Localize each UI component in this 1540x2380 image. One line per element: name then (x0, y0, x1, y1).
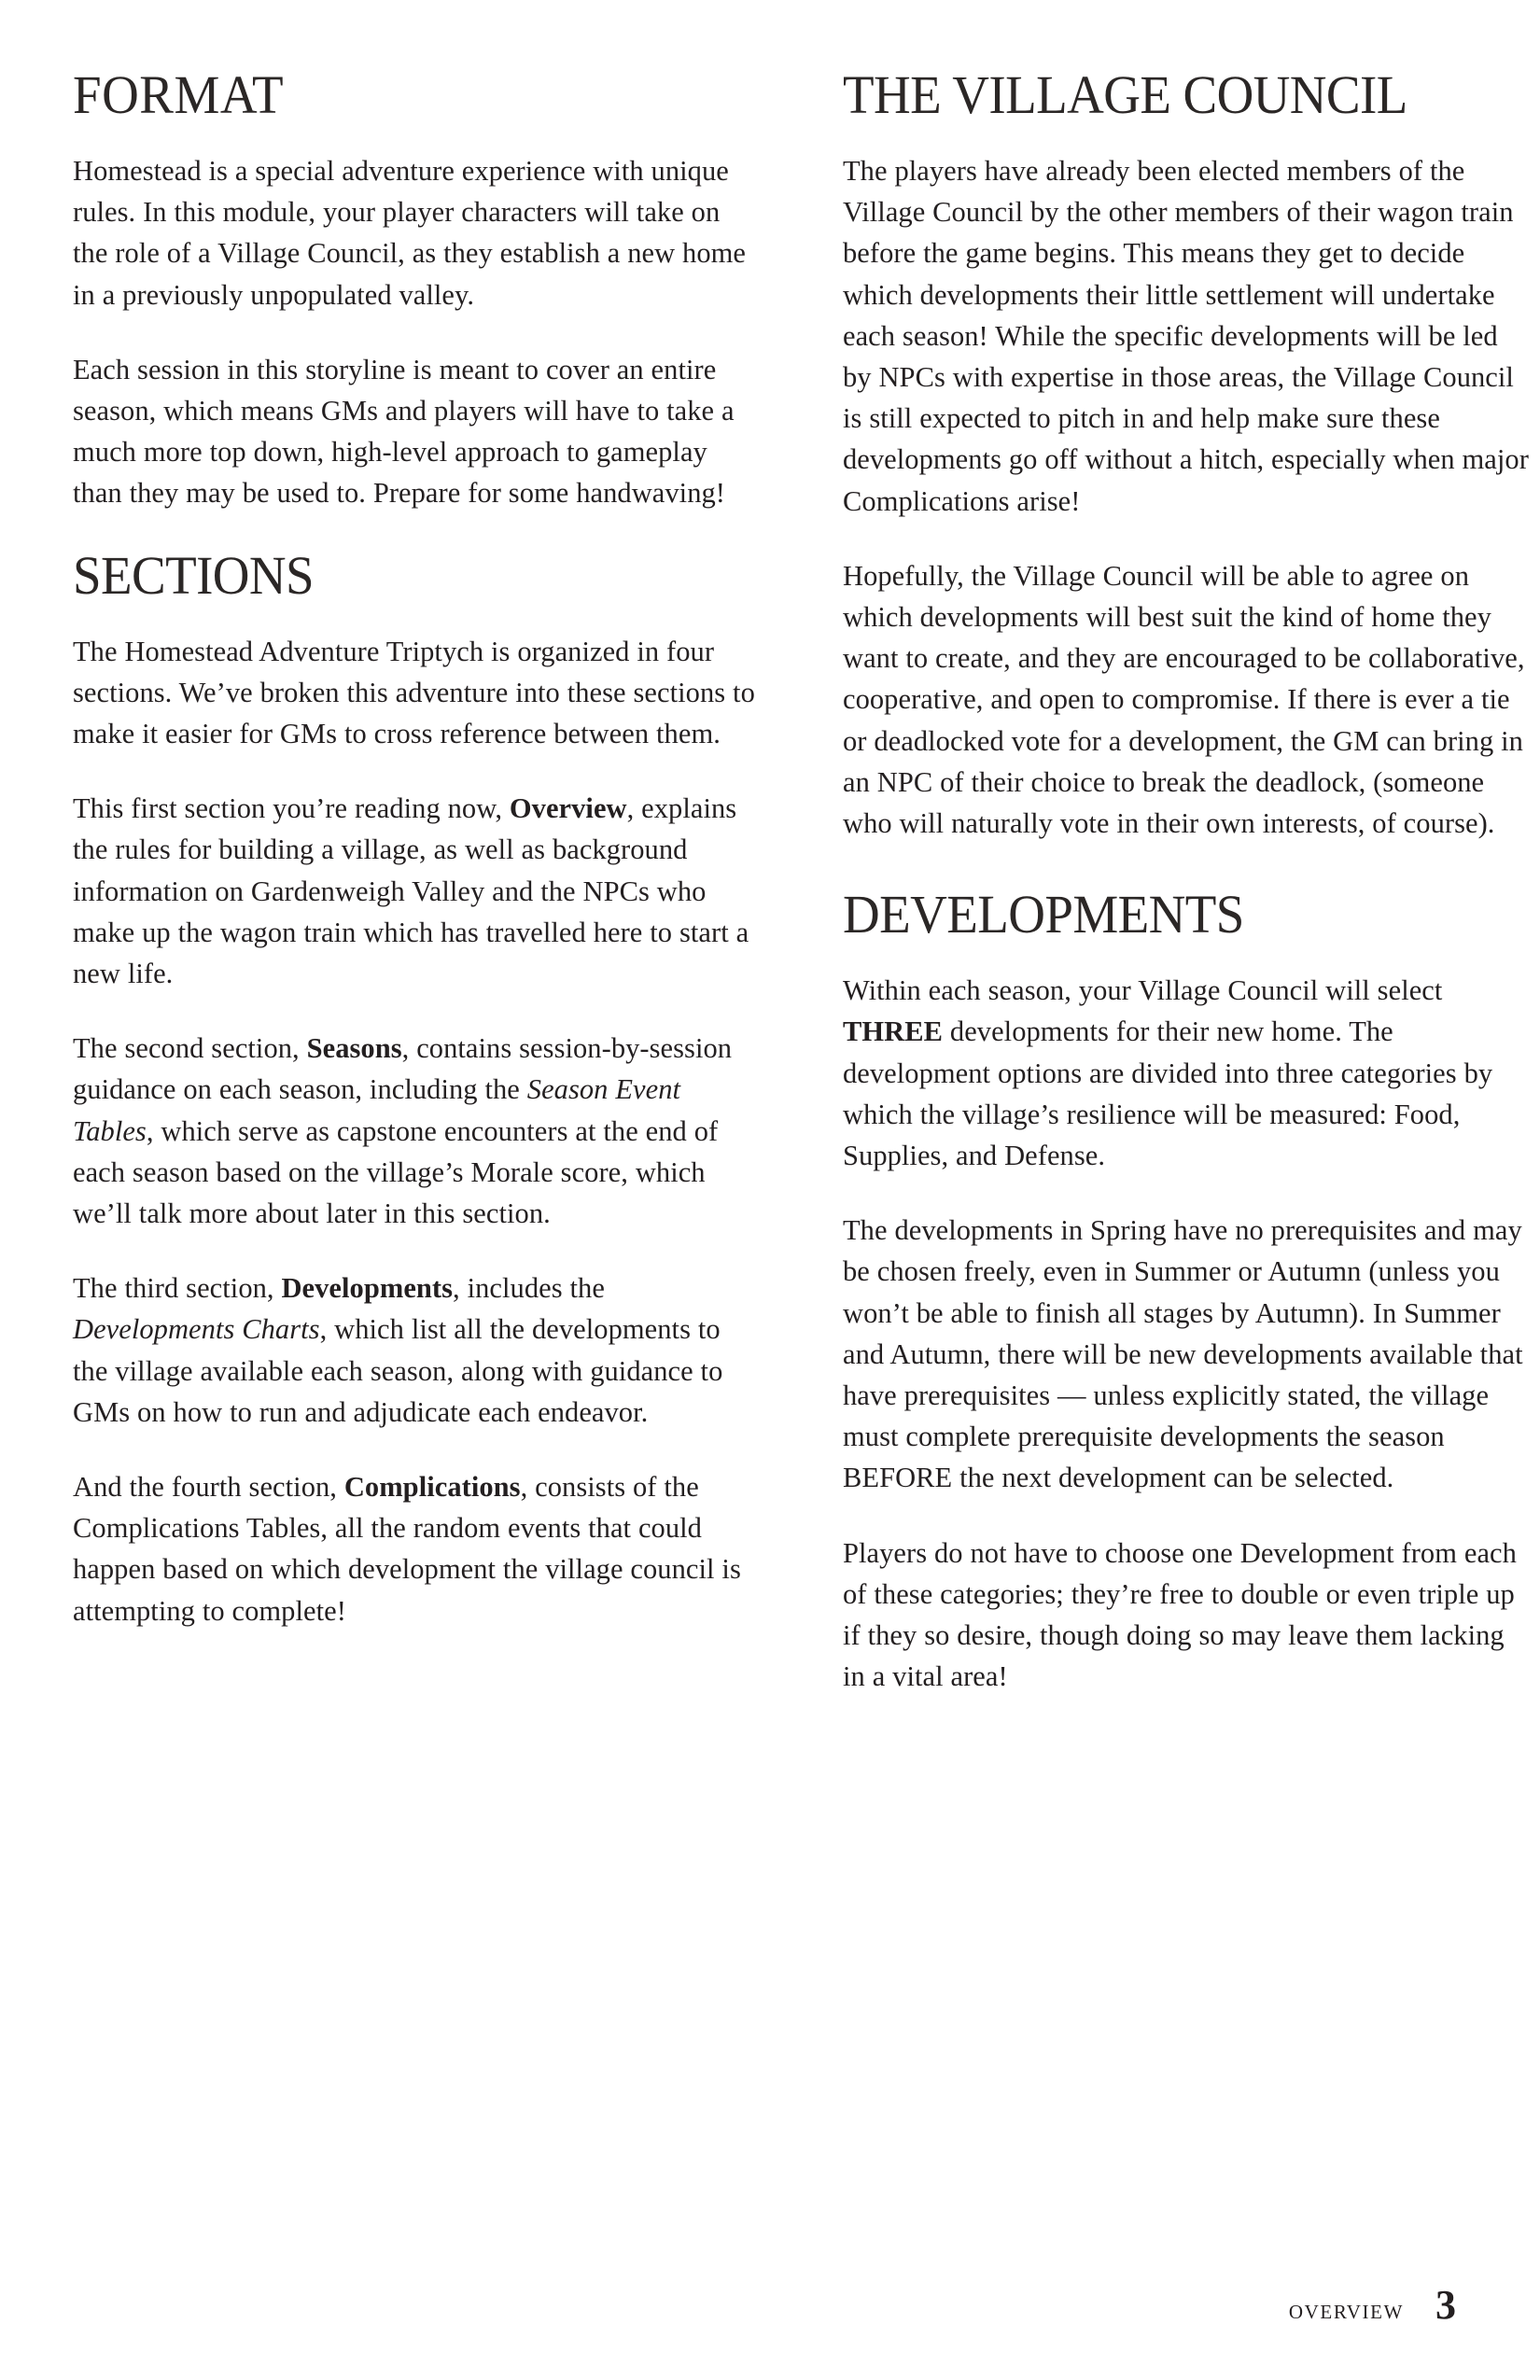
paragraph-format-2: Each session in this storyline is meant to cover an entire season, which means GMs and players will have to take a much more top down, high-level approach to gameplay than they may be used to. Prepare for some handwaving! (73, 353, 735, 510)
paragraph-format-1: Homestead is a special adventure experience with unique rules. In this module, your player characters will take on the role of a Village Council, as they establish a new home in a previously unpopulated valley. (73, 155, 747, 311)
paragraph-category-choice: Players do not have to choose one Development from each of these categories; they’re free to double or even triple up if they so desire, though doing so may leave them lacking in a vital area! (843, 1536, 1517, 1693)
two-column-layout (73, 63, 1529, 2205)
developments-mid: , includes the (453, 1272, 605, 1305)
seasons-mid: , contains session-by-session guidance on each season, including the (73, 1032, 733, 1106)
left-column (73, 63, 759, 1631)
paragraph-complications-section (73, 1466, 759, 1631)
paragraph-prerequisites: The developments in Spring have no prerequisites and may be chosen freely, even in Summer or Autumn (unless you won’t be able to finish all stages by Autumn). In Summer and Autumn, there will be new developments available that have prerequisites — unless explicitly stated, the village must complete prerequisite developments the season BEFORE the next development can be selected. (843, 1214, 1523, 1494)
overview-lead: This first section you’re reading now, (73, 792, 510, 825)
overview-tail: , explains the rules for building a village, as well as background information on Gardenweigh Valley and the NPCs who make up the wagon train which has travelled here to start a new life. (73, 792, 749, 990)
heading-developments: DEVELOPMENTS (843, 884, 1244, 945)
complications-bold-term: Complications (343, 1471, 521, 1504)
paragraph-three-developments (843, 970, 1529, 1176)
complications-tail: , consists of the Complications Tables, all the random events that could happen based on which development the village council is attempting to complete! (73, 1471, 741, 1627)
developments-bold-term: Developments (281, 1272, 454, 1305)
three-bold-term: THREE (843, 1015, 944, 1048)
developments-lead: The third section, (73, 1272, 282, 1305)
complications-lead: And the fourth section, (73, 1471, 344, 1504)
seasons-lead: The second section, (73, 1032, 307, 1065)
page-footer (1288, 2282, 1456, 2328)
overview-bold-term: Overview (509, 792, 627, 825)
paragraph-council-1: The players have already been elected members of the Village Council by the other members of their wagon train before the game begins. This means they get to decide which developments their little settlement will undertake each season! While the specific developments will be led by NPCs with expertise in those areas, the Village Council is still expected to pitch in and help make sure these developments go off without a hitch, especially when major Complications arise! (843, 155, 1529, 517)
season-event-tables-italic: Season Event Tables (73, 1073, 681, 1147)
seasons-bold-term: Seasons (306, 1032, 402, 1065)
heading-format: FORMAT (73, 63, 285, 125)
right-column (843, 63, 1529, 1698)
paragraph-developments-section (73, 1267, 759, 1433)
heading-sections: SECTIONS (73, 544, 315, 606)
paragraph-council-2: Hopefully, the Village Council will be able to agree on which developments will best suit the kind of home they want to create, and they are encouraged to be collaborative, cooperative, and open to compromise. If there is ever a tie or deadlocked vote for a development, the GM can bring in an NPC of their choice to break the deadlock, (someone who will naturally vote in their own interests, of course). (843, 559, 1525, 840)
developments-tail: , which list all the developments to the village available each season, along with guidance to GMs on how to run and adjudicate each endeavor. (73, 1313, 723, 1428)
seasons-tail: , which serve as capstone encounters at the end of each season based on the village’s Morale score, which we’ll talk more about later in this section. (73, 1114, 719, 1230)
heading-the-village-council: THE VILLAGE COUNCIL (843, 63, 1407, 125)
page-number: 3 (1435, 2282, 1456, 2328)
paragraph-sections-intro: The Homestead Adventure Triptych is organized in four sections. We’ve broken this adventure into these sections to make it easier for GMs to cross reference between them. (73, 635, 755, 750)
paragraph-seasons-section (73, 1028, 759, 1234)
paragraph-overview-section (73, 788, 759, 994)
three-tail: developments for their new home. The development options are divided into three categories by which the village’s resilience will be measured: Food, Supplies, and Defense. (843, 1015, 1493, 1172)
developments-charts-italic: Developments Charts (73, 1313, 320, 1346)
three-lead: Within each season, your Village Council will select (843, 974, 1443, 1007)
footer-section-label: overview (1288, 2294, 1404, 2325)
